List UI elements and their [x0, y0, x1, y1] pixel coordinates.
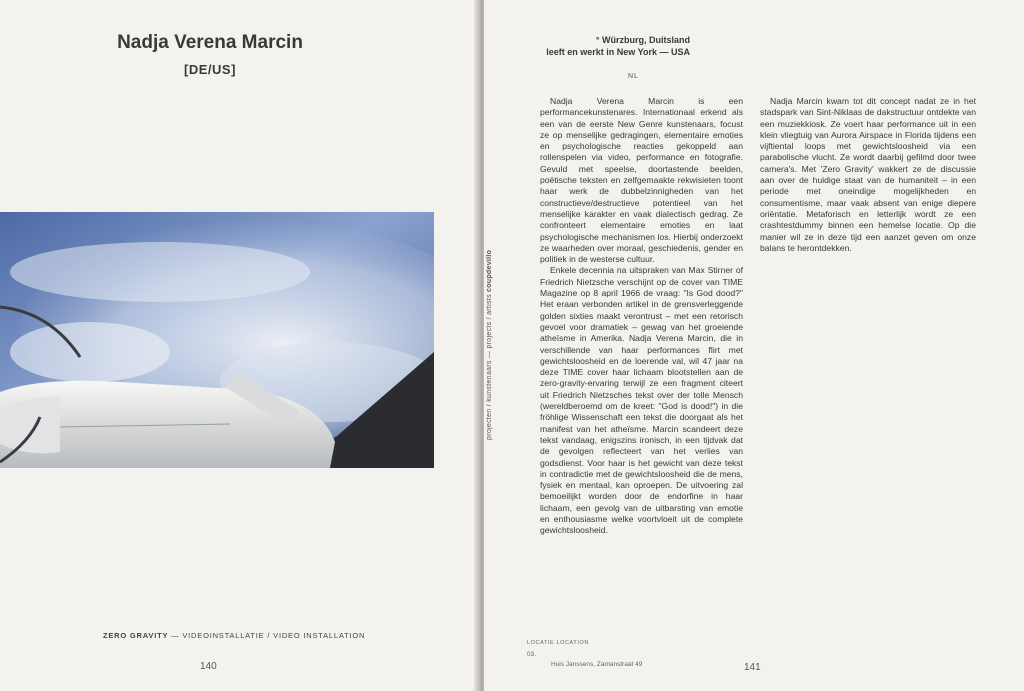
airplane-photo-illustration [0, 212, 434, 468]
work-credit-line [103, 631, 365, 640]
artist-nationality: [DE/US] [184, 62, 236, 77]
artist-name: Nadja Verena Marcin [117, 32, 303, 53]
page-number-right: 141 [744, 662, 761, 673]
work-title: ZERO GRAVITY [103, 631, 169, 640]
location-number: 03. [527, 651, 537, 658]
paragraph: Nadja Verena Marcin is een performancekunstenares. Internationaal erkend als een van de eerste New Genre kunstenaars, focust ze op menselijke gedragingen, elementaire emoties en psychologische reacties gekoppeld aan rollenspelen via video, performance en fotografie. Gevuld met speelse, doortastende beelden, poëtische teksten en zelfgemaakte rekwisieten toont haar werk de dubbelzinnigheden van het constructieve/destructieve potentieel van het menselijke karakter en vaak dialectisch gedrag. Ze confronteert elementaire emoties en laat psychologische mechanismen los. Hierbij onderzoekt ze waarheden over moraal, geschiedenis, gender en politiek in de westerse cultuur. [540, 96, 743, 265]
text-column-2 [760, 96, 976, 254]
location-label: LOCATIE LOCATION [527, 640, 589, 646]
text-column-1 [540, 96, 743, 537]
origin-line-1: ° Würzburg, Duitsland [595, 35, 690, 45]
paragraph: Nadja Marcin kwam tot dit concept nadat ze in het stadspark van Sint-Niklaas de dakstructuur ontdekte van een muziekkiosk. Ze voert haar performance uit in een klein vliegtuig van Aurora Airspace in Florida tijdens een vijftiental loops met gewichtsloosheid via een parabolische vlucht. Ze wordt daarbij gefilmd door twee camera's. Met 'Zero Gravity' wakkert ze de discussie aan over de huidige staat van de humaniteit – in een periode met oneindige mogelijkheden en consumentisme, maar vaak absent van enige diepere oriëntatie. Metaforisch en letterlijk wordt ze een crashtestdummy binnen een hemelse locatie. Op die manier wil ze in deze tijd een aanzet geven om onze balans te herontdekken. [760, 96, 976, 253]
left-page [0, 0, 478, 691]
spine-brand: coupdevillo [486, 249, 493, 292]
origin-line-2: leeft en werkt in New York — USA [546, 47, 690, 57]
spine-section-text: projecten / kunstenaars — projects / artists [486, 294, 493, 440]
page-number-left: 140 [200, 661, 217, 672]
airplane-wing-photo [0, 212, 434, 468]
artist-origin [540, 34, 690, 58]
location-address: Huis Janssens, Zamanstraat 49 [551, 661, 643, 668]
language-label: NL [628, 73, 639, 80]
spine-section-label [486, 240, 500, 440]
paragraph: Enkele decennia na uitspraken van Max Stirner of Friedrich Nietzsche verschijnt op de cover van TIME Magazine op 8 april 1966 de vraag: "Is God dood?" Het eraan verbonden artikel in de grensverleggende golden sixties maakt verontrust – met een retorisch gevoel voor dramatiek – gewag van het groeiende atheïsme in Amerika. Nadja Verena Marcin, die in verschillende van haar performances flirt met gewichtsloosheid en de loerende val, wil 47 jaar na deze TIME cover haar lichaam blootstellen aan de zero-gravity-ervaring terwijl ze een fragment citeert uit Friedrich Nietzsches tekst over der tolle Mensch (wereldberoemd om de kreet: "God is dood!") in die fröhlige Wissenschaft een tekst die doorgaat als het manifest van het atheïsme. Marcin scandeert deze tekst vandaag, enigszins ironisch, in een tijdvak dat de gevolgen reflecteert van het verlies van godsdienst. Voor haar is het gewicht van deze tekst in contradictie met de gewichtsloosheid die de mens, fysiek en mentaal, kan oproepen. De uitvoering zal bemoeilijkt worden door de endorfine in haar lichaam, een gevolg van de uitbarsting van emotie en enthousiasme welke voortvloeit uit de complete gewichtsloosheid. [540, 265, 743, 536]
work-caption: — VIDEOINSTALLATIE / VIDEO INSTALLATION [168, 631, 366, 640]
